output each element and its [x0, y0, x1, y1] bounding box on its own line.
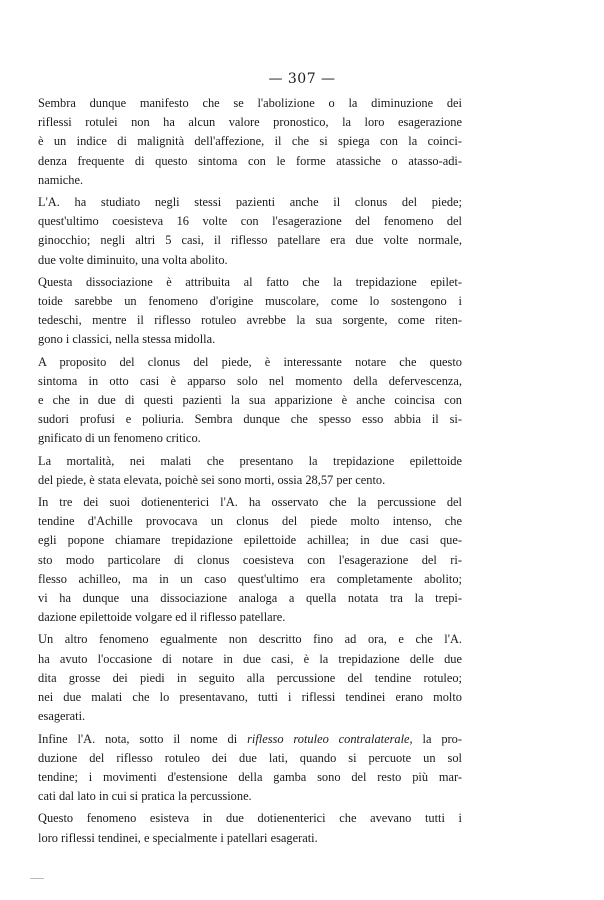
page-number: — 307 — — [268, 71, 336, 87]
text-line: e che in due di questi pazienti la sua apparizione è anche coincisa con — [38, 393, 462, 408]
text-line — [38, 730, 462, 749]
text-line: nei due malati che lo presentavano, tutti i riflessi tendinei erano molto — [38, 690, 462, 705]
text-line: In tre dei suoi dotienenterici l'A. ha osservato che la percussione del — [38, 495, 462, 510]
text-line: cati dal lato in cui si pratica la percussione. — [38, 789, 252, 804]
text-run: , la pro- — [409, 731, 462, 746]
text-line: tendine; i movimenti d'estensione della gamba sono del resto più mar- — [38, 769, 462, 784]
text-line: ginocchio; negli altri 5 casi, il riflesso patellare era due volte normale, — [38, 233, 462, 248]
paragraph-5 — [38, 452, 462, 490]
paragraph-6 — [38, 493, 462, 627]
text-line: A proposito del clonus del piede, è interessante notare che questo — [38, 354, 462, 369]
text-line: loro riflessi tendinei, e specialmente i patellari esagerati. — [38, 830, 318, 845]
text-line: gono i classici, nella stessa midolla. — [38, 332, 216, 347]
body-text — [38, 94, 462, 851]
text-line: gnificato di un fenomeno critico. — [38, 431, 201, 446]
italic-term: riflesso rotuleo contralaterale — [247, 731, 410, 746]
paragraph-4 — [38, 353, 462, 449]
text-line: namiche. — [38, 172, 84, 187]
text-line: vi ha dunque una dissociazione analoga a quella notata tra la trepi- — [38, 591, 462, 606]
text-line: dita grosse dei piedi in seguito alla percussione del tendine rotuleo; — [38, 670, 462, 685]
text-line: L'A. ha studiato negli stessi pazienti anche il clonus del piede; — [38, 195, 462, 210]
paragraph-1 — [38, 94, 462, 190]
text-line: del piede, è stata elevata, poichè sei sono morti, ossia 28,57 per cento. — [38, 472, 386, 487]
text-line: Un altro fenomeno egualmente non descritto fino ad ora, e che l'A. — [38, 632, 462, 647]
text-line: è un indice di malignità dell'affezione, il che si spiega con la coinci- — [38, 134, 462, 149]
text-line: egli popone chiamare trepidazione epilettoide achillea; in due casi que- — [38, 533, 462, 548]
paragraph-8 — [38, 730, 462, 807]
scan-mark — [30, 878, 44, 879]
paragraph-7 — [38, 630, 462, 726]
text-line: toide sarebbe un fenomeno d'origine muscolare, come lo sostengono i — [38, 294, 462, 309]
paragraph-9 — [38, 809, 462, 847]
text-line: duzione del riflesso rotuleo dei due lati, quando si percuote un sol — [38, 750, 462, 765]
text-run: Infine l'A. nota, sotto il nome di — [38, 731, 248, 746]
text-line: esagerati. — [38, 709, 86, 724]
text-line: denza frequente di questo sintoma con le forme atassiche o atasso-adi- — [38, 153, 462, 168]
text-line: tedeschi, mentre il riflesso rotuleo avrebbe la sua sorgente, come riten- — [38, 313, 462, 328]
text-line: quest'ultimo coesisteva 16 volte con l'esagerazione del fenomeno del — [38, 214, 462, 229]
text-line: dazione epilettoide volgare ed il riflesso patellare. — [38, 610, 286, 625]
text-line: tendine d'Achille provocava un clonus del piede molto intenso, che — [38, 514, 462, 529]
paragraph-2 — [38, 193, 462, 270]
text-line: Sembra dunque manifesto che se l'abolizione o la diminuzione dei — [38, 96, 462, 110]
text-line: due volte diminuito, una volta abolito. — [38, 252, 228, 267]
text-line: sintoma in otto casi è apparso solo nel momento della defervescenza, — [38, 373, 462, 388]
text-line: sudori profusi e poliuria. Sembra dunque che spesso esso abbia il si- — [38, 412, 462, 427]
text-line: Questa dissociazione è attribuita al fatto che la trepidazione epilet- — [38, 274, 462, 289]
text-line: riflessi rotulei non ha alcun valore pronostico, la loro esagerazione — [38, 115, 462, 130]
text-line: flesso achilleo, ma in un caso quest'ultimo era completamente abolito; — [38, 571, 462, 586]
text-line: La mortalità, nei malati che presentano la trepidazione epilettoide — [38, 453, 462, 468]
text-line: Questo fenomeno esisteva in due dotienenterici che avevano tutti i — [38, 811, 462, 826]
text-line: ha avuto l'occasione di notare in due casi, è la trepidazione delle due — [38, 651, 462, 666]
text-line: sto modo particolare di clonus coesisteva con l'esagerazione del ri- — [38, 552, 462, 567]
paragraph-3 — [38, 273, 462, 350]
